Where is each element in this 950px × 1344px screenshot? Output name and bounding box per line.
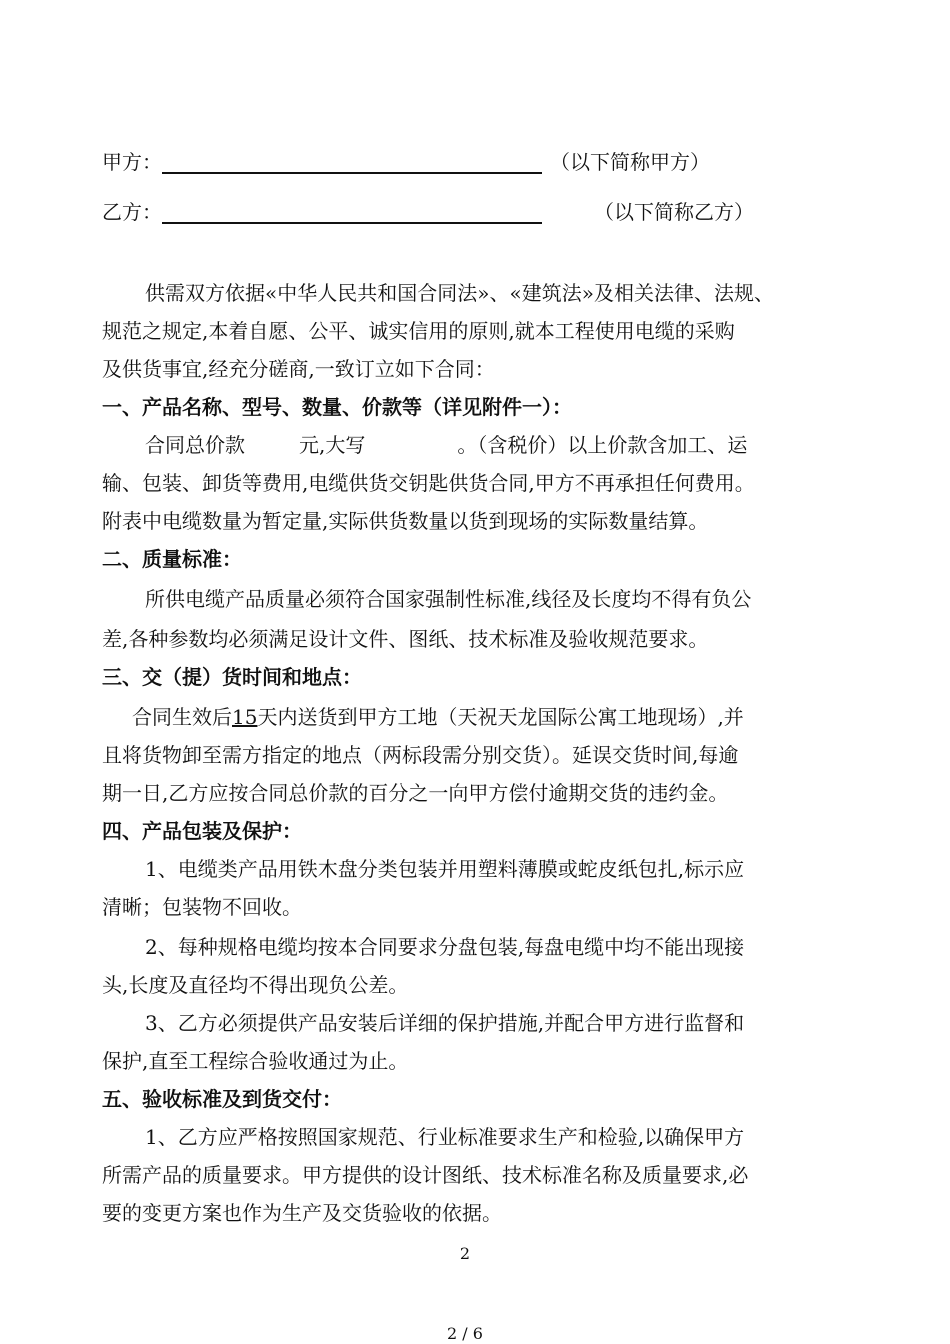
section-4-heading: 四、产品包装及保护： <box>102 819 302 843</box>
s1-price-a: 合同总价款 <box>145 433 245 457</box>
s4-item-2a: 2、每种规格电缆均按本合同要求分盘包装,每盘电缆中均不能出现接 <box>145 935 745 959</box>
s3-line-2: 且将货物卸至需方指定的地点（两标段需分别交货）。延误交货时间,每逾 <box>102 743 739 767</box>
s1-price-c: 。（含税价）以上价款含加工、运 <box>457 433 748 457</box>
intro-line-1: 供需双方依据«中华人民共和国合同法»、«建筑法»及相关法律、法规、 <box>145 281 774 305</box>
s4-item-3b: 保护,直至工程综合验收通过为止。 <box>102 1049 409 1073</box>
s3-line-1a: 合同生效后 <box>132 705 232 729</box>
party-b-label: 乙方： <box>102 200 162 224</box>
s4-item-2b: 头,长度及直径均不得出现负公差。 <box>102 973 409 997</box>
s1-price-b: 元,大写 <box>299 433 366 457</box>
s1-line-3: 附表中电缆数量为暂定量,实际供货数量以货到现场的实际数量结算。 <box>102 509 709 533</box>
s4-item-1b: 清晰；包装物不回收。 <box>102 895 302 919</box>
section-2-heading: 二、质量标准： <box>102 547 242 571</box>
s1-line-2: 输、包装、卸货等费用,电缆供货交钥匙供货合同,甲方不再承担任何费用。 <box>102 471 755 495</box>
intro-line-2: 规范之规定,本着自愿、公平、诚实信用的原则,就本工程使用电缆的采购 <box>102 319 735 343</box>
s3-days: 15 <box>232 705 258 729</box>
s3-line-1b: 天内送货到甲方工地（天祝天龙国际公寓工地现场）,并 <box>257 705 744 729</box>
party-a-line <box>102 150 710 174</box>
section-5-heading: 五、验收标准及到货交付： <box>102 1087 342 1111</box>
s2-line-2: 差,各种参数均必须满足设计文件、图纸、技术标准及验收规范要求。 <box>102 627 709 651</box>
s5-item-1a: 1、乙方应严格按照国家规范、行业标准要求生产和检验,以确保甲方 <box>145 1125 745 1149</box>
party-a-blank <box>162 150 542 174</box>
section-3-heading: 三、交（提）货时间和地点： <box>102 665 362 689</box>
s4-item-1a: 1、电缆类产品用铁木盘分类包装并用塑料薄膜或蛇皮纸包扎,标示应 <box>145 857 745 881</box>
s5-item-1b: 所需产品的质量要求。甲方提供的设计图纸、技术标准名称及质量要求,必 <box>102 1163 749 1187</box>
party-a-label: 甲方： <box>102 150 162 174</box>
s3-line-3: 期一日,乙方应按合同总价款的百分之一向甲方偿付逾期交货的违约金。 <box>102 781 729 805</box>
party-a-note: （以下简称甲方） <box>550 150 710 174</box>
s5-item-1c: 要的变更方案也作为生产及交货验收的依据。 <box>102 1201 502 1225</box>
s1-price-line <box>145 433 747 457</box>
s3-line-1 <box>132 705 744 729</box>
intro-line-3: 及供货事宜,经充分磋商,一致订立如下合同： <box>102 357 495 381</box>
s4-item-3a: 3、乙方必须提供产品安装后详细的保护措施,并配合甲方进行监督和 <box>145 1011 745 1035</box>
party-b-line <box>102 200 754 224</box>
section-1-heading: 一、产品名称、型号、数量、价款等（详见附件一）： <box>102 395 572 419</box>
party-b-blank <box>162 200 542 224</box>
s2-line-1: 所供电缆产品质量必须符合国家强制性标准,线径及长度均不得有负公 <box>145 587 752 611</box>
party-b-note: （以下简称乙方） <box>594 200 754 224</box>
page-number: 2 <box>459 1244 471 1263</box>
page-indicator: 2 / 6 <box>447 1324 483 1343</box>
